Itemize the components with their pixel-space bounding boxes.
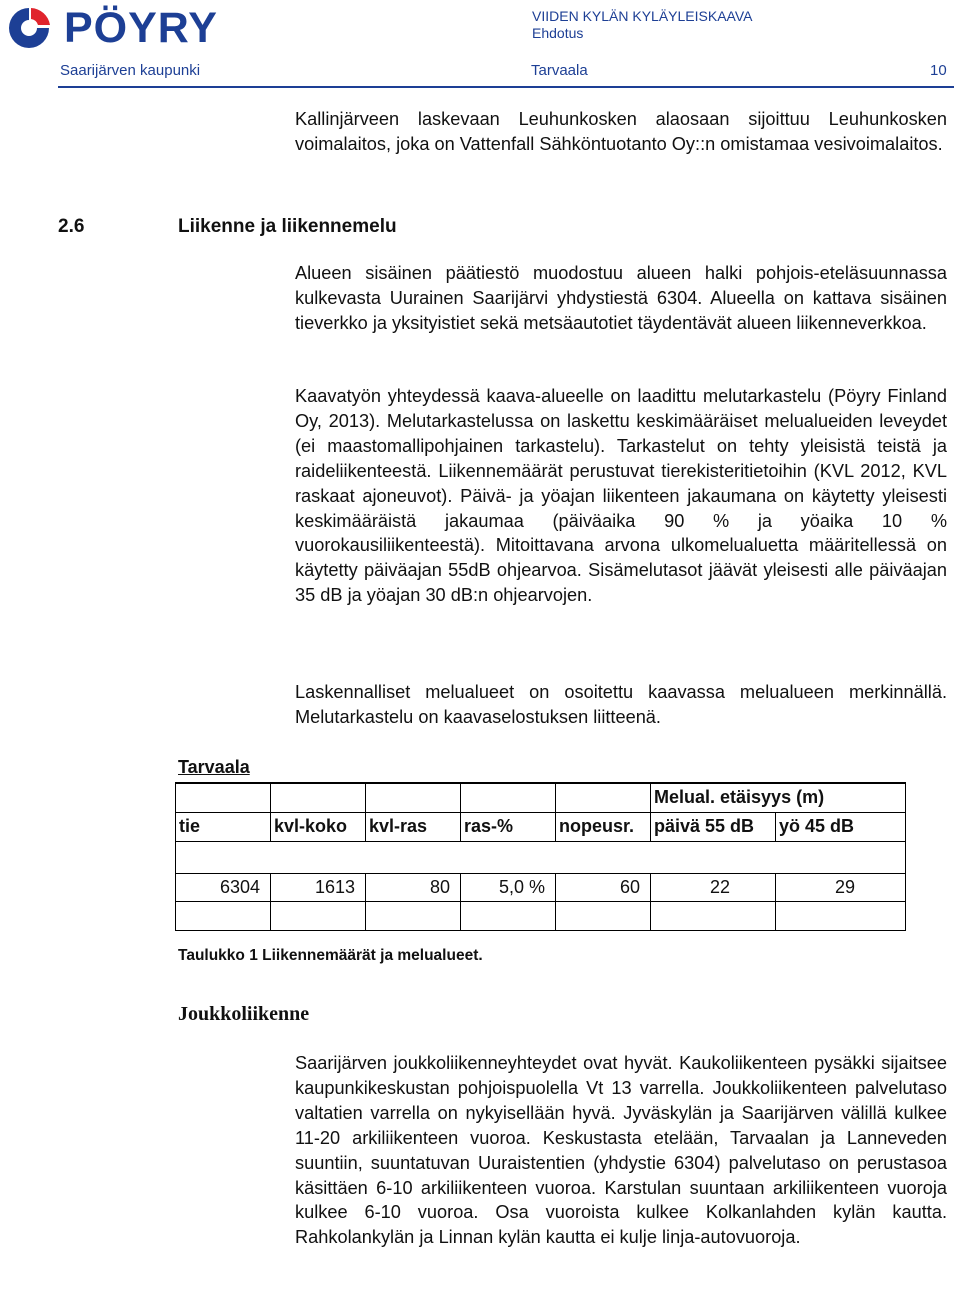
group-header: Melual. etäisyys (m)	[651, 783, 906, 812]
table-cell	[176, 901, 271, 930]
intro-paragraph: Kallinjärveen laskevaan Leuhunkosken alaosaan sijoittuu Leuhunkosken voimalaitos, joka on Vattenfall Sähköntuotanto Oy::n omistamaa vesivoimalaitos.	[295, 109, 947, 154]
table-cell	[461, 901, 556, 930]
header-divider	[58, 86, 954, 88]
column-header: kvl-ras	[366, 812, 461, 841]
table-cell: 60	[556, 873, 651, 901]
table-title: Tarvaala	[178, 757, 250, 777]
paragraph-noise-areas: Laskennalliset melualueet on osoitettu kaavassa melualueen merkinnällä. Melutarkastelu on kaavaselostuksen liitteenä.	[295, 682, 947, 727]
table-row	[176, 901, 906, 930]
poyry-logo-icon	[4, 6, 54, 50]
table-cell	[271, 783, 366, 812]
table-cell: 22	[651, 873, 776, 901]
table-cell	[176, 783, 271, 812]
table-cell: 5,0 %	[461, 873, 556, 901]
document-title: VIIDEN KYLÄN KYLÄYLEISKAAVA	[532, 8, 753, 24]
column-header: yö 45 dB	[776, 812, 906, 841]
table-cell: 29	[776, 873, 906, 901]
logo-text: PÖYRY	[64, 4, 218, 52]
table-cell: 1613	[271, 873, 366, 901]
section-number: 2.6	[58, 216, 85, 237]
table-spacer	[176, 841, 906, 873]
column-header: päivä 55 dB	[651, 812, 776, 841]
document-subtitle: Ehdotus	[532, 25, 584, 41]
traffic-noise-table	[175, 782, 906, 931]
table-row	[176, 873, 906, 901]
table-cell	[776, 901, 906, 930]
column-header: ras-%	[461, 812, 556, 841]
table-cell: 6304	[176, 873, 271, 901]
table-header-row	[176, 812, 906, 841]
table-cell	[651, 901, 776, 930]
poyry-logo	[4, 4, 240, 52]
sub-heading: Joukkoliikenne	[178, 1003, 310, 1025]
table-cell	[556, 783, 651, 812]
column-header: nopeusr.	[556, 812, 651, 841]
table-cell	[461, 783, 556, 812]
table-cell	[366, 783, 461, 812]
paragraph-road-network: Alueen sisäinen päätiestö muodostuu alueen halki pohjois-eteläsuunnassa kulkevasta Uurainen Saarijärvi yhdystiestä 6304. Alueella on kattava sisäinen tieverkko ja yksityistiet sekä metsäautotiet täydentävät alueen liikenneverkkoa.	[295, 263, 947, 333]
paragraph-public-transport: Saarijärven joukkoliikenneyhteydet ovat hyvät. Kaukoliikenteen pysäkki sijaitsee kaupunkikeskustan pohjoispuolella Vt 13 varrella. Joukkoliikenteen palvelutaso valtatien varrella on nykyisellään hyvä. Jyväskylän ja Saarijärven välillä kulkee 11-20 arkiliikenteen vuoroa. Keskustasta etelään, Tarvaalan ja Lanneveden suuntiin, suuntatuvan Uuraistentien (yhdystie 6304) palvelutaso on perustasoa käsittäen 6-10 arkiliikenteen vuoroa. Karstulan suuntaan arkiliikenteen vuoroja kulkee 6-10 vuoroa. Osa vuoroista kulkee Kolkanlahden kylän kautta. Rahkolankylän ja Linnan kylän kautta ei kulje linja-autovuoroja.	[295, 1053, 947, 1248]
paragraph-noise-study: Kaavatyön yhteydessä kaava-alueelle on laadittu melutarkastelu (Pöyry Finland Oy, 2013). Melutarkastelussa on laskettu keskimääräiset melualueiden leveydet (ei maastomallipohjainen tarkastelu). Tarkastelut on tehty yleisistä teistä ja raideliikenteestä. Liikennemäärät perustuvat tierekisteritietoihin (KVL 2012, KVL raskaat ajoneuvot). Päivä- ja yöajan liikenteen jakaumana on käytetty yleisesti keskimääräistä jakaumaa (päiväaika 90 % ja yöaika 10 % vuorokausiliikenteestä). Mitoittavana arvona ulkomelualuetta määritellessä on käytetty päiväajan 55dB ohjearvoa. Sisämelutasot jäävät yleisesti alle päiväajan 35 dB ja yöajan 30 dB:n ohjearvojen.	[295, 386, 947, 606]
area-label: Tarvaala	[531, 62, 588, 79]
table-cell	[366, 901, 461, 930]
table-row	[176, 841, 906, 873]
page-number: 10	[930, 62, 947, 79]
table-caption: Taulukko 1 Liikennemäärät ja melualueet.	[178, 947, 483, 964]
column-header: tie	[176, 812, 271, 841]
table-row	[176, 783, 906, 812]
table-cell	[556, 901, 651, 930]
section-title: Liikenne ja liikennemelu	[178, 216, 397, 237]
table-cell	[271, 901, 366, 930]
municipality-label: Saarijärven kaupunki	[60, 62, 201, 79]
table-cell: 80	[366, 873, 461, 901]
column-header: kvl-koko	[271, 812, 366, 841]
